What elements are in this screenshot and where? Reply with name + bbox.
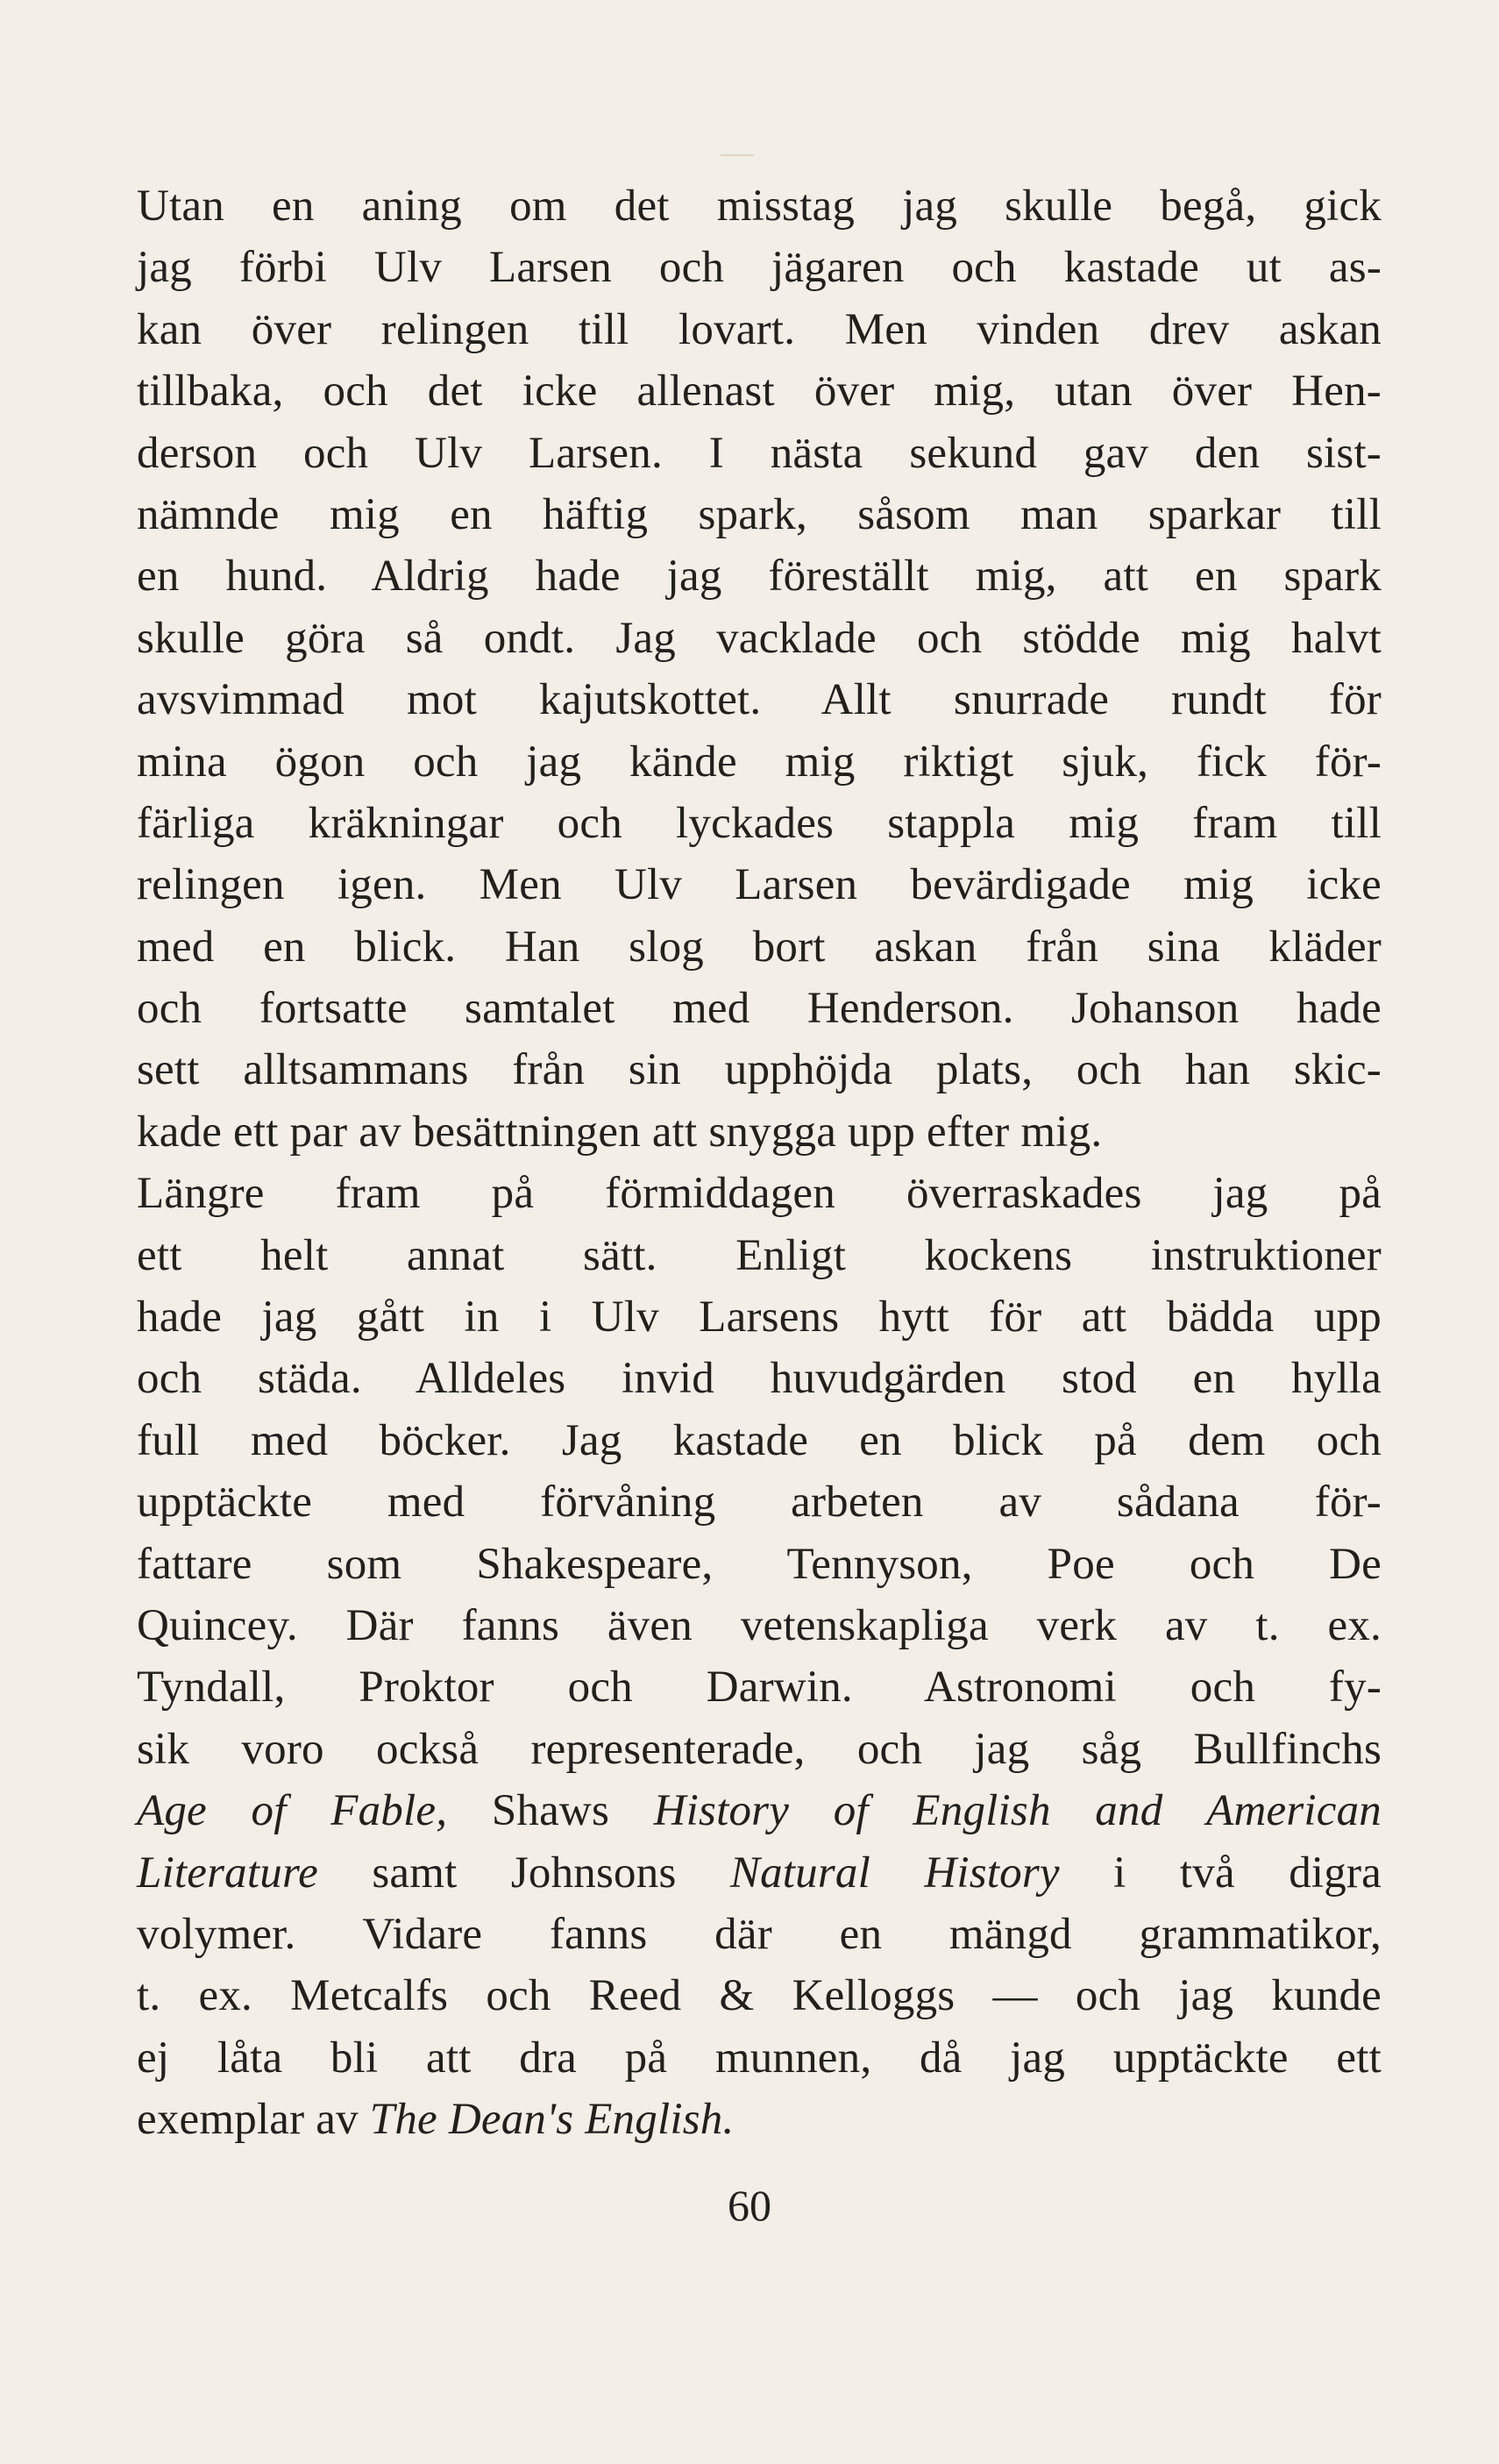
text-line (137, 608, 1382, 669)
text-segment: Längre fram på förmiddagen överraskades jag på (137, 1169, 1382, 1219)
text-line (137, 1842, 1382, 1904)
body-text (137, 175, 1382, 2151)
text-line (137, 2089, 1382, 2150)
text-segment: kade ett par av besättningen att snygga upp efter mig. (137, 1107, 1103, 1157)
text-segment: samt Johnsons (317, 1848, 730, 1898)
text-segment: Quincey. Där fanns även vetenskapliga verk av t. ex. (137, 1600, 1382, 1650)
text-segment: kan över relingen till lovart. Men vinden drev askan (137, 304, 1382, 354)
text-segment: mina ögon och jag kände mig riktigt sjuk, fick för- (137, 737, 1382, 787)
italic-title-text: Age of Fable, (137, 1786, 448, 1836)
italic-title-text: History of English and American (653, 1786, 1382, 1836)
text-segment: avsvimmad mot kajutskottet. Allt snurrade rundt för (137, 675, 1382, 725)
text-line (137, 1965, 1382, 2026)
text-segment: relingen igen. Men Ulv Larsen bevärdigade mig icke (137, 860, 1382, 910)
text-segment: t. ex. Metcalfs och Reed & Kelloggs — och jag kunde (137, 1971, 1382, 2021)
text-line (137, 731, 1382, 793)
page-number: 60 (728, 2181, 771, 2230)
text-line (137, 237, 1382, 298)
text-line (137, 360, 1382, 422)
text-line (137, 299, 1382, 360)
text-line (137, 978, 1382, 1039)
text-segment: Tyndall, Proktor och Darwin. Astronomi och fy- (137, 1663, 1382, 1713)
text-line (137, 1719, 1382, 1780)
text-line (137, 1595, 1382, 1656)
text-segment: i två digra (1059, 1848, 1382, 1898)
text-segment: med en blick. Han slog bort askan från sina kläder (137, 922, 1382, 972)
text-segment: och städa. Alldeles invid huvudgärden stod en hylla (137, 1354, 1382, 1404)
text-segment: Utan en aning om det misstag jag skulle begå, gick (137, 182, 1382, 231)
text-segment: exemplar av (137, 2095, 370, 2145)
text-line (137, 1039, 1382, 1100)
text-line (137, 2027, 1382, 2089)
text-line (137, 1471, 1382, 1533)
text-line (137, 1163, 1382, 1224)
text-line (137, 916, 1382, 978)
text-segment: en hund. Aldrig hade jag föreställt mig, att en spark (137, 552, 1382, 602)
text-line (137, 1904, 1382, 1965)
italic-title-text: Natural History (729, 1848, 1060, 1898)
text-line (137, 1410, 1382, 1471)
text-segment: ett helt annat sätt. Enligt kockens instruktioner (137, 1230, 1382, 1280)
text-line (137, 423, 1382, 484)
text-segment: Shaws (447, 1786, 654, 1836)
text-line (137, 854, 1382, 915)
text-line (137, 175, 1382, 237)
text-line (137, 1225, 1382, 1286)
text-segment: och fortsatte samtalet med Henderson. Johanson hade (137, 984, 1382, 1034)
text-segment: färliga kräkningar och lyckades stappla mig fram till (137, 798, 1382, 848)
text-segment: sett alltsammans från sin upphöjda plats, och han skic- (137, 1045, 1382, 1095)
text-line (137, 1101, 1382, 1163)
text-segment: volymer. Vidare fanns där en mängd grammatikor, (137, 1909, 1382, 1959)
italic-title-text: Literature (137, 1848, 318, 1898)
italic-title-text: The Dean's English. (369, 2095, 735, 2145)
text-line (137, 1780, 1382, 1841)
text-segment: nämnde mig en häftig spark, såsom man sparkar till (137, 489, 1382, 539)
text-line (137, 1534, 1382, 1595)
text-segment: ej låta bli att dra på munnen, då jag upptäckte ett (137, 2033, 1382, 2083)
top-rule (721, 154, 754, 156)
text-line (137, 545, 1382, 607)
text-line (137, 793, 1382, 854)
text-segment: full med böcker. Jag kastade en blick på dem och (137, 1415, 1382, 1465)
text-segment: sik voro också representerade, och jag såg Bullfinchs (137, 1724, 1382, 1774)
text-line (137, 1286, 1382, 1348)
text-segment: derson och Ulv Larsen. I nästa sekund gav den sist- (137, 428, 1382, 478)
text-segment: hade jag gått in i Ulv Larsens hytt för att bädda upp (137, 1293, 1382, 1342)
text-line (137, 1348, 1382, 1409)
text-line (137, 1656, 1382, 1718)
text-segment: jag förbi Ulv Larsen och jägaren och kastade ut as- (137, 243, 1382, 293)
text-line (137, 669, 1382, 730)
text-segment: upptäckte med förvåning arbeten av sådana för- (137, 1478, 1382, 1528)
text-segment: fattare som Shakespeare, Tennyson, Poe och De (137, 1539, 1382, 1589)
text-segment: skulle göra så ondt. Jag vacklade och stödde mig halvt (137, 613, 1382, 663)
text-line (137, 484, 1382, 545)
text-segment: tillbaka, och det icke allenast över mig, utan över Hen- (137, 367, 1382, 417)
